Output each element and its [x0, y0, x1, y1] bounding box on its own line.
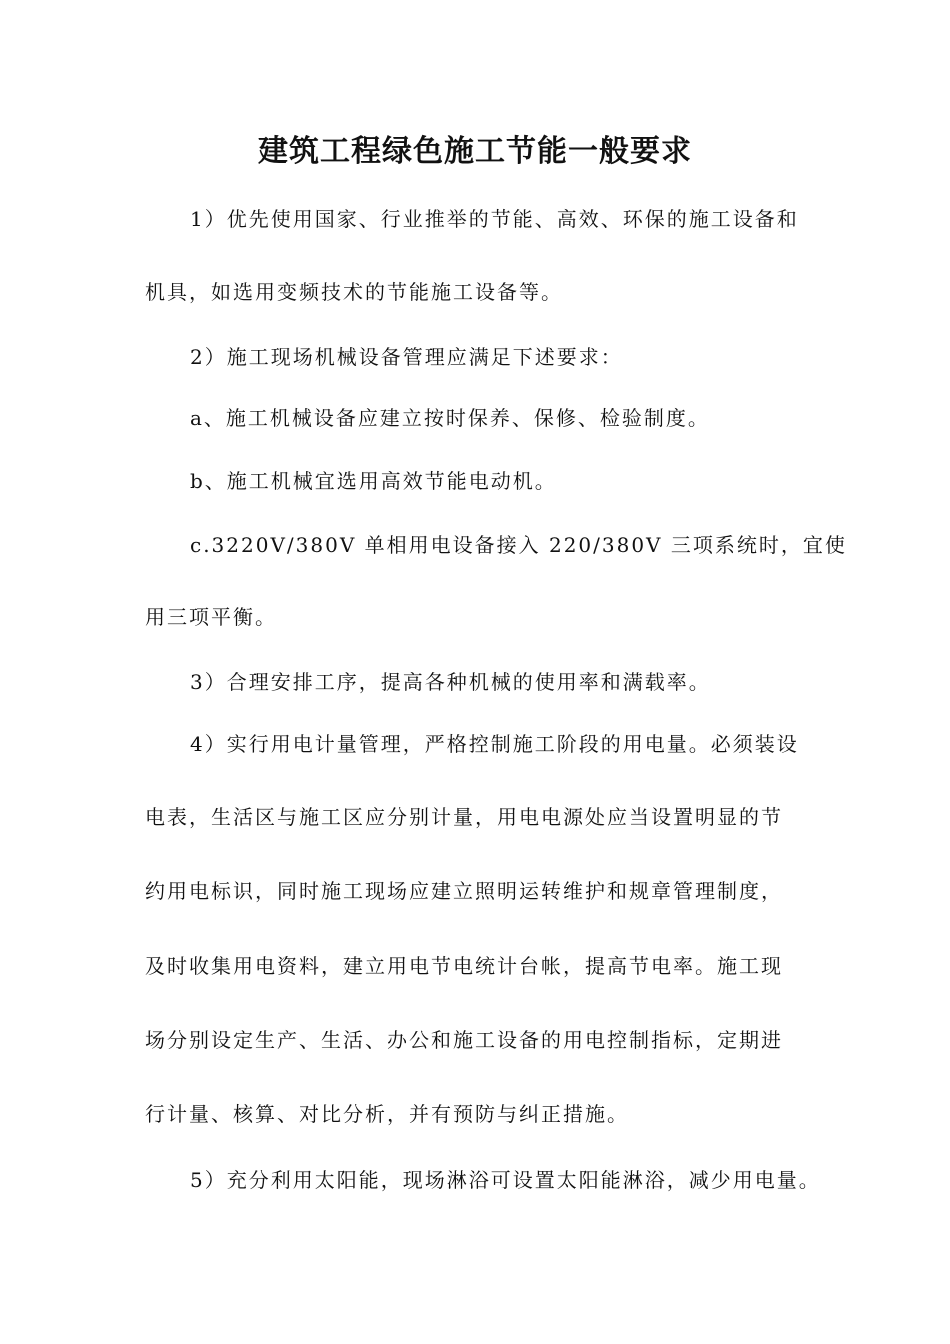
paragraph-line: 用三项平衡。: [145, 605, 277, 629]
paragraph-line: 及时收集用电资料，建立用电节电统计台帐，提高节电率。施工现: [145, 954, 783, 978]
paragraph-line: 行计量、核算、对比分析，并有预防与纠正措施。: [145, 1102, 629, 1126]
paragraph-line: c.3220V/380V 单相用电设备接入 220/380V 三项系统时，宜使: [190, 533, 847, 557]
paragraph-line: b、施工机械宜选用高效节能电动机。: [190, 469, 557, 493]
paragraph-line: 5）充分利用太阳能，现场淋浴可设置太阳能淋浴，减少用电量。: [190, 1168, 821, 1192]
paragraph-line: 4）实行用电计量管理，严格控制施工阶段的用电量。必须装设: [190, 732, 799, 756]
paragraph-line: 2）施工现场机械设备管理应满足下述要求：: [190, 345, 623, 369]
paragraph-line: 电表，生活区与施工区应分别计量，用电电源处应当设置明显的节: [145, 805, 783, 829]
paragraph-line: 约用电标识，同时施工现场应建立照明运转维护和规章管理制度，: [145, 879, 783, 903]
paragraph-line: 1）优先使用国家、行业推举的节能、高效、环保的施工设备和: [190, 207, 799, 231]
document-title: 建筑工程绿色施工节能一般要求: [258, 134, 692, 169]
paragraph-line: 场分别设定生产、生活、办公和施工设备的用电控制指标，定期进: [145, 1028, 783, 1052]
paragraph-line: 3）合理安排工序，提高各种机械的使用率和满载率。: [190, 670, 711, 694]
paragraph-line: 机具，如选用变频技术的节能施工设备等。: [145, 280, 563, 304]
paragraph-line: a、施工机械设备应建立按时保养、保修、检验制度。: [190, 406, 710, 430]
